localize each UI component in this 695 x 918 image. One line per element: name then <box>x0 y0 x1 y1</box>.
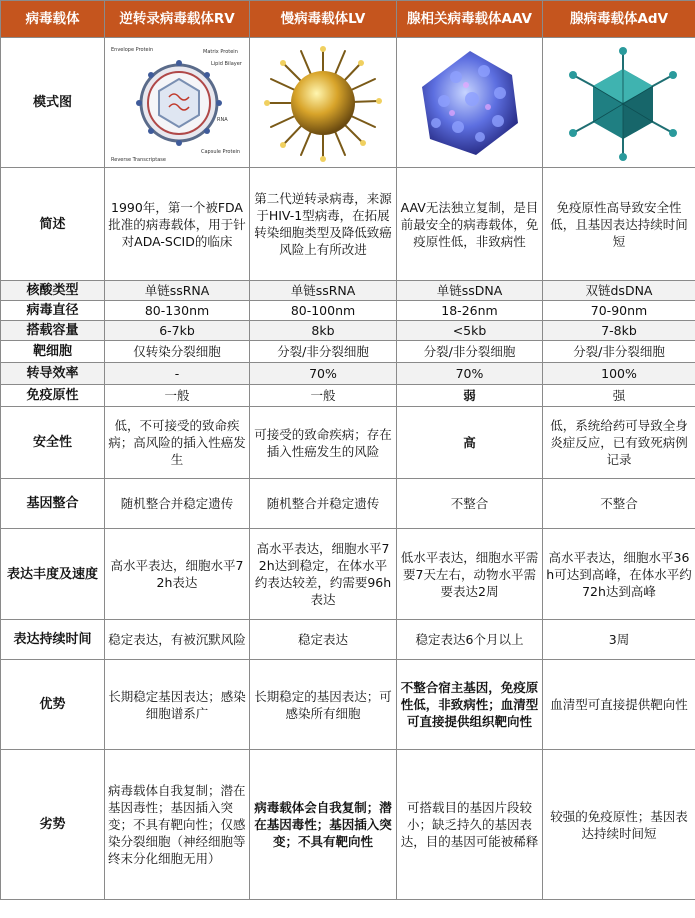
table-row <box>1 168 695 281</box>
rv-label: RNA <box>217 116 228 123</box>
table-row <box>1 529 695 620</box>
table-cell: 70% <box>397 363 543 385</box>
row-label: 转导效率 <box>1 363 105 385</box>
row-label: 免疫原性 <box>1 385 105 407</box>
lv-virus-icon <box>253 41 393 165</box>
row-label: 安全性 <box>1 407 105 479</box>
row-label: 表达丰度及速度 <box>1 529 105 620</box>
rv-diagram-icon <box>107 41 247 165</box>
table-cell: 低，不可接受的致命疾病；高风险的插入性癌发生 <box>105 407 250 479</box>
table-cell: <5kb <box>397 321 543 341</box>
table-cell: 长期稳定的基因表达；可感染所有细胞 <box>250 660 397 750</box>
table-cell: 6-7kb <box>105 321 250 341</box>
table-cell: 低水平表达，细胞水平需要7天左右，动物水平需要表达2周 <box>397 529 543 620</box>
rv-label: Capsule Protein <box>201 148 241 155</box>
table-row <box>1 363 695 385</box>
table-cell: 分裂/非分裂细胞 <box>543 341 695 363</box>
table-cell: 血清型可直接提供靶向性 <box>543 660 695 750</box>
rv-label: Reverse Transcriptase <box>111 156 166 163</box>
header-cell: 慢病毒载体LV <box>250 1 397 38</box>
rv-label: Lipid Bilayer <box>211 60 242 67</box>
row-label: 劣势 <box>1 750 105 900</box>
table-row <box>1 385 695 407</box>
table-cell: 仅转染分裂细胞 <box>105 341 250 363</box>
row-label: 模式图 <box>1 38 105 168</box>
table-row <box>1 750 695 900</box>
table-cell: 较强的免疫原性；基因表达持续时间短 <box>543 750 695 900</box>
table-cell: 单链ssDNA <box>397 281 543 301</box>
row-label: 核酸类型 <box>1 281 105 301</box>
table-cell: 单链ssRNA <box>105 281 250 301</box>
table-row <box>1 660 695 750</box>
adv-virus-icon <box>549 41 689 165</box>
table-cell: 分裂/非分裂细胞 <box>250 341 397 363</box>
row-label: 靶细胞 <box>1 341 105 363</box>
header-cell: 腺病毒载体AdV <box>543 1 695 38</box>
table-cell: 不整合宿主基因，免疫原性低，非致病性；血清型可直接提供组织靶向性 <box>397 660 543 750</box>
table-row <box>1 321 695 341</box>
table-cell: 70-90nm <box>543 301 695 321</box>
table-cell: 稳定表达，有被沉默风险 <box>105 620 250 660</box>
table-cell: 双链dsDNA <box>543 281 695 301</box>
table-cell: 弱 <box>397 385 543 407</box>
table-row <box>1 479 695 529</box>
table-cell: 一般 <box>250 385 397 407</box>
table-cell: 一般 <box>105 385 250 407</box>
rv-label: Matrix Protein <box>203 48 238 55</box>
table-row <box>1 620 695 660</box>
table-cell: 高水平表达，细胞水平72h表达 <box>105 529 250 620</box>
table-row <box>1 281 695 301</box>
table-cell: 100% <box>543 363 695 385</box>
table-cell: 病毒载体会自我复制；潜在基因毒性；基因插入突变；不具有靶向性 <box>250 750 397 900</box>
model-row <box>1 38 695 168</box>
table-cell: 高水平表达，细胞水平72h达到稳定，在体水平约表达较差，约需要96h表达 <box>250 529 397 620</box>
table-cell: 分裂/非分裂细胞 <box>397 341 543 363</box>
table-cell: 单链ssRNA <box>250 281 397 301</box>
table-cell: 病毒载体自我复制；潜在基因毒性；基因插入突变；不具有靶向性；仅感染分裂细胞（神经细胞等终末分化细胞无用） <box>105 750 250 900</box>
table-row <box>1 407 695 479</box>
table-cell: 第二代逆转录病毒，来源于HIV-1型病毒，在拓展转染细胞类型及降低致癌风险上有所改进 <box>250 168 397 281</box>
table-cell: 稳定表达6个月以上 <box>397 620 543 660</box>
table-cell: 免疫原性高导致安全性低，且基因表达持续时间短 <box>543 168 695 281</box>
row-label: 表达持续时间 <box>1 620 105 660</box>
lv-model-image <box>250 38 397 168</box>
table-cell: 1990年，第一个被FDA批准的病毒载体，用于针对ADA-SCID的临床 <box>105 168 250 281</box>
table-cell: 长期稳定基因表达；感染细胞谱系广 <box>105 660 250 750</box>
table-cell: 80-130nm <box>105 301 250 321</box>
table-cell: 可接受的致命疾病；存在插入性癌发生的风险 <box>250 407 397 479</box>
table-cell: 3周 <box>543 620 695 660</box>
table-cell: 不整合 <box>543 479 695 529</box>
table-cell: 7-8kb <box>543 321 695 341</box>
table-cell: 80-100nm <box>250 301 397 321</box>
row-label: 简述 <box>1 168 105 281</box>
header-cell: 逆转录病毒载体RV <box>105 1 250 38</box>
table-cell: 随机整合并稳定遗传 <box>250 479 397 529</box>
table-row <box>1 341 695 363</box>
adv-model-image <box>543 38 695 168</box>
table-cell: 不整合 <box>397 479 543 529</box>
table-cell: 可搭载目的基因片段较小；缺乏持久的基因表达，目的基因可能被稀释 <box>397 750 543 900</box>
aav-virus-icon <box>400 41 540 165</box>
table-cell: - <box>105 363 250 385</box>
table-row <box>1 301 695 321</box>
row-label: 基因整合 <box>1 479 105 529</box>
aav-model-image <box>397 38 543 168</box>
table-cell: 70% <box>250 363 397 385</box>
table-cell: 低，系统给药可导致全身炎症反应，已有致死病例记录 <box>543 407 695 479</box>
rv-label: Envelope Protein <box>111 46 154 53</box>
rv-model-image <box>105 38 250 168</box>
row-label: 优势 <box>1 660 105 750</box>
table-cell: 18-26nm <box>397 301 543 321</box>
table-cell: 稳定表达 <box>250 620 397 660</box>
table-cell: 8kb <box>250 321 397 341</box>
header-cell: 腺相关病毒载体AAV <box>397 1 543 38</box>
table-cell: 随机整合并稳定遗传 <box>105 479 250 529</box>
table-cell: 高水平表达，细胞水平36h可达到高峰，在体水平约72h达到高峰 <box>543 529 695 620</box>
header-row <box>1 1 695 38</box>
header-cell: 病毒载体 <box>1 1 105 38</box>
row-label: 搭载容量 <box>1 321 105 341</box>
row-label: 病毒直径 <box>1 301 105 321</box>
table-cell: 强 <box>543 385 695 407</box>
table-cell: 高 <box>397 407 543 479</box>
table-cell: AAV无法独立复制，是目前最安全的病毒载体，免疫原性低，非致病性 <box>397 168 543 281</box>
